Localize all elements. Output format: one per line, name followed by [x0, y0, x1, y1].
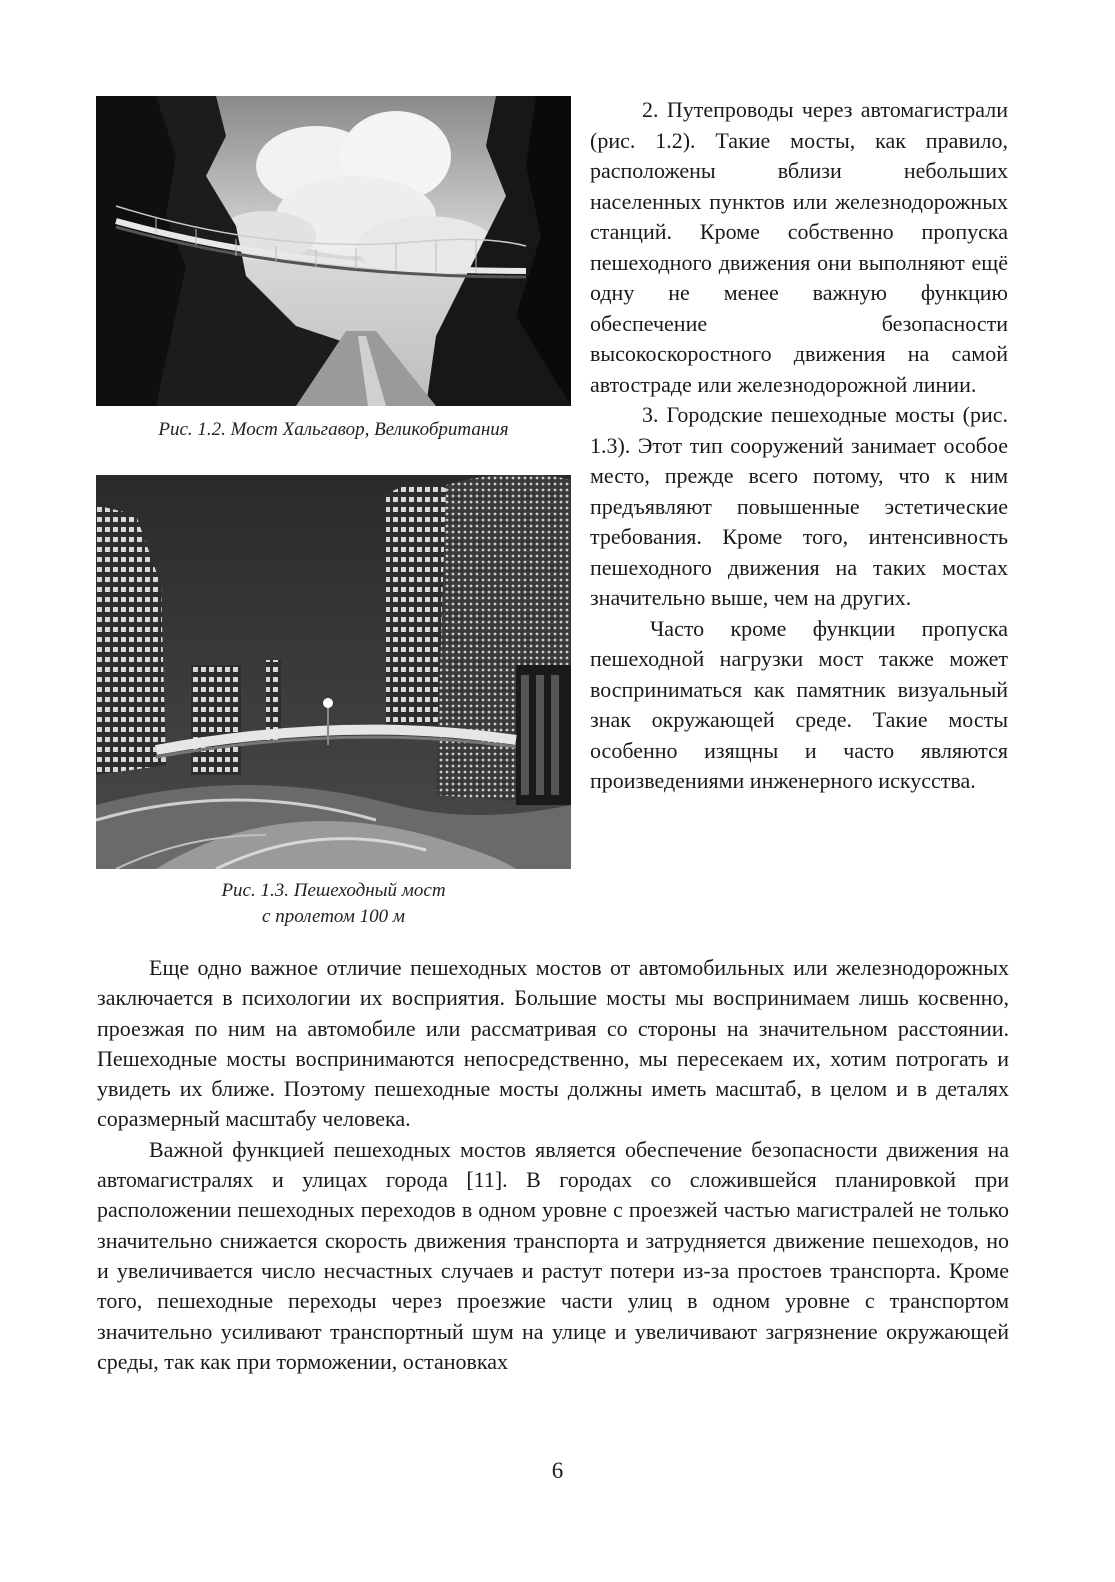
paragraph-overpasses: 2. Путепроводы через автомагистрали (рис. 1.2). Такие мосты, как правило, расположены вблизи небольших населенных пунктов или железнодорожных станций. Кроме собственно пропуска пешеходного движения они выполняют ещё одну не менее важную функцию обеспечение безопасности высокоскоростного движения на самой автостраде или железнодорожной линии.	[590, 97, 1008, 397]
figure-1-3-caption	[96, 878, 571, 930]
city-pedestrian-bridge-image	[96, 475, 571, 869]
figure-city-bridge-photo	[96, 475, 571, 869]
figure-1-2-caption: Рис. 1.2. Мост Хальгавор, Великобритания	[158, 419, 509, 440]
paragraph-urban-bridges: 3. Городские пешеходные мосты (рис. 1.3). Этот тип сооружений занимает особое место, прежде всего потому, что к ним предъявляют повышенные эстетические требования. Кроме того, интенсивность пешеходного движения на таких мостах значительно выше, чем на других.	[590, 402, 1008, 610]
figure-bridge-photo	[96, 96, 571, 406]
body-text	[97, 953, 1009, 1377]
bridge-over-highway-image	[96, 96, 571, 406]
figure-1-3-caption-line-2: с пролетом 100 м	[262, 906, 405, 927]
figure-1-3-caption-line-1: Рис. 1.3. Пешеходный мост	[221, 880, 446, 901]
paragraph-safety: Важной функцией пешеходных мостов является обеспечение безопасности движения на автомагистралях и улицах города [11]. В городах со сложившейся планировкой при расположении пешеходных переходов в одном уровне с проезжей частью магистралей не только значительно снижается скорость движения транспорта и затрудняется движение пешеходов, но и увеличивается число несчастных случаев и растут потери из-за простоев транспорта. Кроме того, пешеходные переходы через проезжие части улиц в одном уровне с транспортом значительно усиливают транспортный шум на улице и увеличивают загрязнение окружающей среды, так как при торможении, остановках	[97, 1136, 1009, 1374]
paragraph-perception: Еще одно важное отличие пешеходных мостов от автомобильных или железнодорожных заключается в психологии их восприятия. Большие мосты мы воспринимаем лишь косвенно, проезжая по ним на автомобиле или рассматривая со стороны на значительном расстоянии. Пешеходные мосты воспринимаются непосредственно, мы пересекаем их, хотим потрогать и увидеть их ближе. Поэтому пешеходные мосты должны иметь масштаб, в целом и в деталях соразмерный масштабу человека.	[97, 955, 1009, 1132]
paragraph-landmark: Часто кроме функции пропуска пешеходной нагрузки мост также может восприниматься как памятник визуальный знак окружающей среде. Такие мосты особенно изящны и часто являются произведениями инженерного искусства.	[590, 615, 1008, 793]
right-column-text	[590, 95, 1008, 797]
page-number: 6	[551, 1458, 564, 1483]
